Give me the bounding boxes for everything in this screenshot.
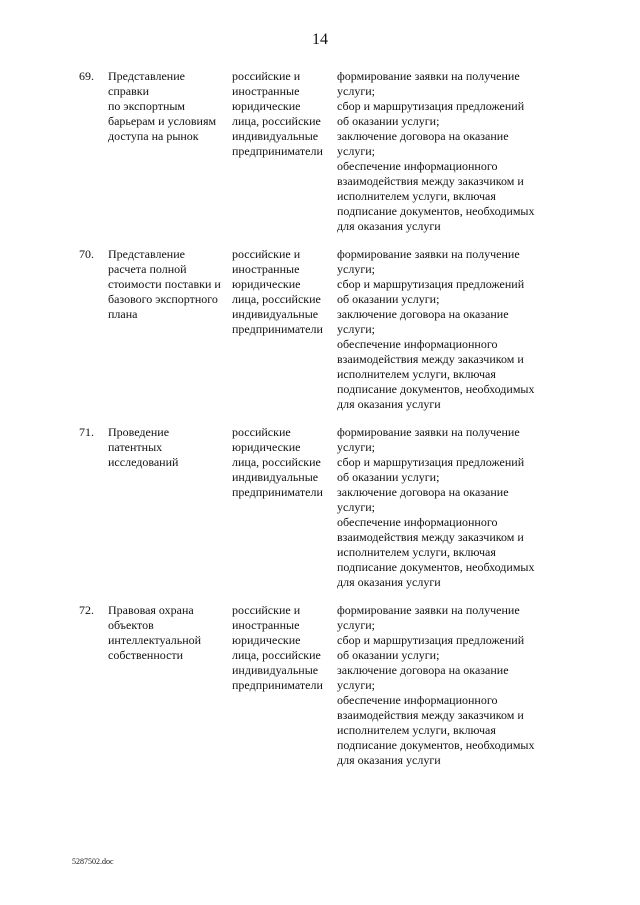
service-name: Проведение патентных исследований <box>108 425 179 469</box>
applicants: российские и иностранные юридические лица, российские индивидуальные предприниматели <box>232 247 323 336</box>
service-actions: формирование заявки на получение услуги; сбор и маршрутизация предложений об оказании услуги; заключение договора на оказание услуги; обеспечение информационного взаимодействия между заказчиком и исполнителем услуги, включая подписание документов, необходимых для оказания услуги <box>337 603 535 767</box>
page-number: 14 <box>312 31 328 48</box>
service-name: Представление справки по экспортным барьерам и условиям доступа на рынок <box>108 69 217 143</box>
service-actions: формирование заявки на получение услуги; сбор и маршрутизация предложений об оказании услуги; заключение договора на оказание услуги; обеспечение информационного взаимодействия между заказчиком и исполнителем услуги, включая подписание документов, необходимых для оказания услуги <box>337 247 535 411</box>
row-number: 70. <box>79 247 94 261</box>
applicants: российские и иностранные юридические лица, российские индивидуальные предприниматели <box>232 69 323 158</box>
service-name: Представление расчета полной стоимости поставки и базового экспортного плана <box>108 247 221 321</box>
service-name: Правовая охрана объектов интеллектуальной собственности <box>108 603 202 662</box>
applicants: российские и иностранные юридические лица, российские индивидуальные предприниматели <box>232 603 323 692</box>
applicants: российские юридические лица, российские индивидуальные предприниматели <box>232 425 323 499</box>
service-actions: формирование заявки на получение услуги; сбор и маршрутизация предложений об оказании услуги; заключение договора на оказание услуги; обеспечение информационного взаимодействия между заказчиком и исполнителем услуги, включая подписание документов, необходимых для оказания услуги <box>337 69 535 233</box>
row-number: 69. <box>79 69 94 83</box>
row-number: 71. <box>79 425 94 439</box>
row-number: 72. <box>79 603 94 617</box>
document-filename: 5287502.doc <box>72 857 114 866</box>
service-actions: формирование заявки на получение услуги; сбор и маршрутизация предложений об оказании услуги; заключение договора на оказание услуги; обеспечение информационного взаимодействия между заказчиком и исполнителем услуги, включая подписание документов, необходимых для оказания услуги <box>337 425 535 589</box>
